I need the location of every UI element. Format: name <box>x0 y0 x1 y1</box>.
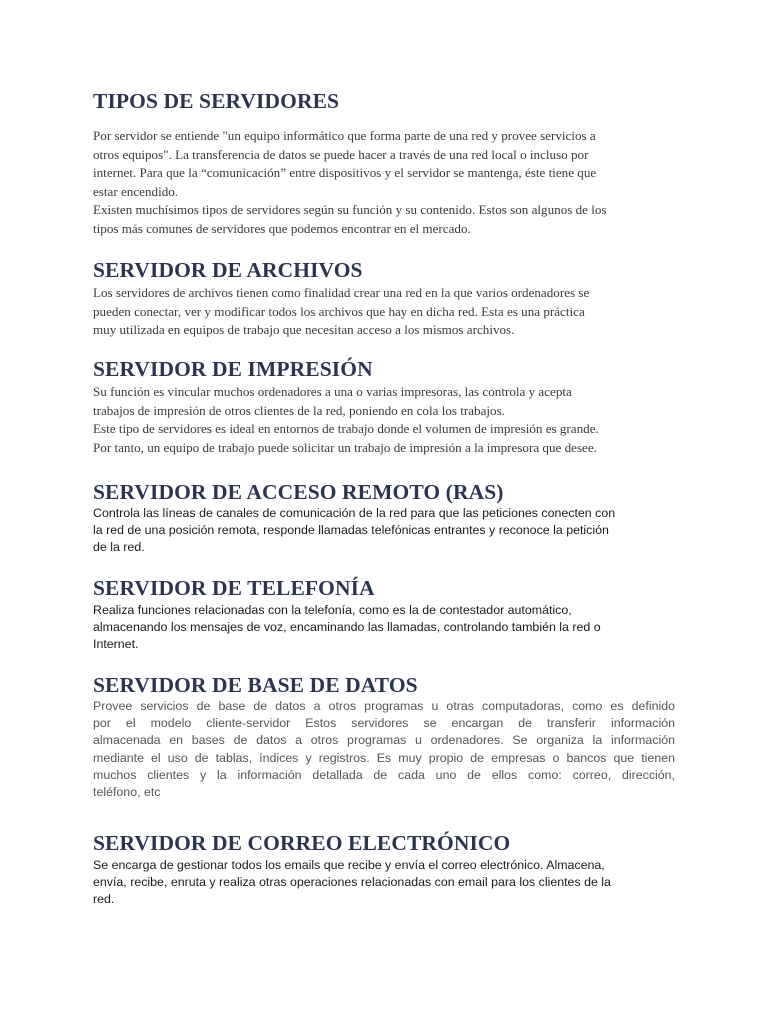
body-line: Controla las líneas de canales de comunicación de la red para que las peticiones conecten con <box>93 506 616 520</box>
body-line: de la red. <box>93 540 145 555</box>
body-line: otros equipos". La transferencia de datos se puede hacer a través de una red local o incluso por <box>93 146 589 162</box>
body-line: pueden conectar, ver y modificar todos los archivos que hay en dicha red. Esta es una práctica <box>93 303 585 319</box>
section-body <box>93 284 675 340</box>
body-line: mediante el uso de tablas, índices y registros. Es muy propio de empresas o bancos que tienen <box>93 750 675 765</box>
body-line: Provee servicios de base de datos a otros programas u otras computadoras, como es definido <box>93 699 675 713</box>
section-servidor-de-telefonia <box>93 575 675 654</box>
body-line: Se encarga de gestionar todos los emails que recibe y envía el correo electrónico. Almacena, <box>93 858 605 872</box>
body-line: Realiza funciones relacionadas con la telefonía, como es la de contestador automático, <box>93 603 572 617</box>
section-servidor-de-acceso-remoto <box>93 479 675 557</box>
section-body <box>93 383 675 457</box>
section-heading: SERVIDOR DE IMPRESIÓN <box>93 357 373 381</box>
body-line: la red de una posición remota, responde llamadas telefónicas entrantes y reconoce la petición <box>93 523 609 538</box>
section-body <box>93 698 675 801</box>
body-line: Existen muchísimos tipos de servidores según su función y su contenido. Estos son algunos de los <box>93 202 607 217</box>
section-heading: SERVIDOR DE ARCHIVOS <box>93 258 363 282</box>
section-servidor-de-correo-electronico <box>93 830 675 909</box>
body-line: Por tanto, un equipo de trabajo puede solicitar un trabajo de impresión a la impresora que desee. <box>93 439 597 455</box>
section-servidor-de-impresion <box>93 356 675 457</box>
section-servidor-de-archivos <box>93 257 675 340</box>
section-servidor-de-base-de-datos <box>93 672 675 801</box>
body-line: estar encendido. <box>93 183 179 199</box>
body-line: muchos clientes y la información detallada de cada uno de ellos como: correo, dirección, <box>93 767 675 782</box>
section-body <box>93 857 675 909</box>
body-line: tipos más comunes de servidores que podemos encontrar en el mercado. <box>93 220 471 236</box>
section-body <box>93 505 675 557</box>
section-heading: SERVIDOR DE BASE DE DATOS <box>93 673 418 697</box>
section-body <box>93 602 675 654</box>
body-line: muy utilizada en equipos de trabajo que necesitan acceso a los mismos archivos. <box>93 322 515 337</box>
body-line: Su función es vincular muchos ordenadores a una o varias impresoras, las controla y acepta <box>93 384 572 399</box>
section-tipos-de-servidores <box>93 88 675 238</box>
section-body <box>93 127 675 238</box>
body-line: internet. Para que la “comunicación” entre dispositivos y el servidor se mantenga, éste tiene que <box>93 165 597 180</box>
body-line: Por servidor se entiende "un equipo informático que forma parte de una red y provee servicios a <box>93 128 596 143</box>
body-line: por el modelo cliente-servidor Estos servidores se encargan de transferir información <box>93 716 675 731</box>
section-heading: SERVIDOR DE ACCESO REMOTO (RAS) <box>93 480 504 504</box>
body-line: almacenando los mensajes de voz, encaminando las llamadas, controlando también la red o <box>93 620 601 635</box>
body-line: almacenada en bases de datos a otros programas u ordenadores. Se organiza la información <box>93 733 675 748</box>
body-line: red. <box>93 892 115 907</box>
body-line: trabajos de impresión de otros clientes de la red, poniendo en cola los trabajos. <box>93 402 505 418</box>
body-line: envía, recibe, enruta y realiza otras operaciones relacionadas con email para los clientes de la <box>93 875 611 890</box>
section-heading: SERVIDOR DE CORREO ELECTRÓNICO <box>93 831 511 855</box>
section-heading: SERVIDOR DE TELEFONÍA <box>93 576 375 600</box>
body-line: Internet. <box>93 637 139 652</box>
body-line: teléfono, etc <box>93 785 161 800</box>
section-heading: TIPOS DE SERVIDORES <box>93 89 340 113</box>
body-line: Los servidores de archivos tienen como finalidad crear una red en la que varios ordenadores se <box>93 285 590 300</box>
body-line: Este tipo de servidores es ideal en entornos de trabajo donde el volumen de impresión es grande. <box>93 421 599 436</box>
